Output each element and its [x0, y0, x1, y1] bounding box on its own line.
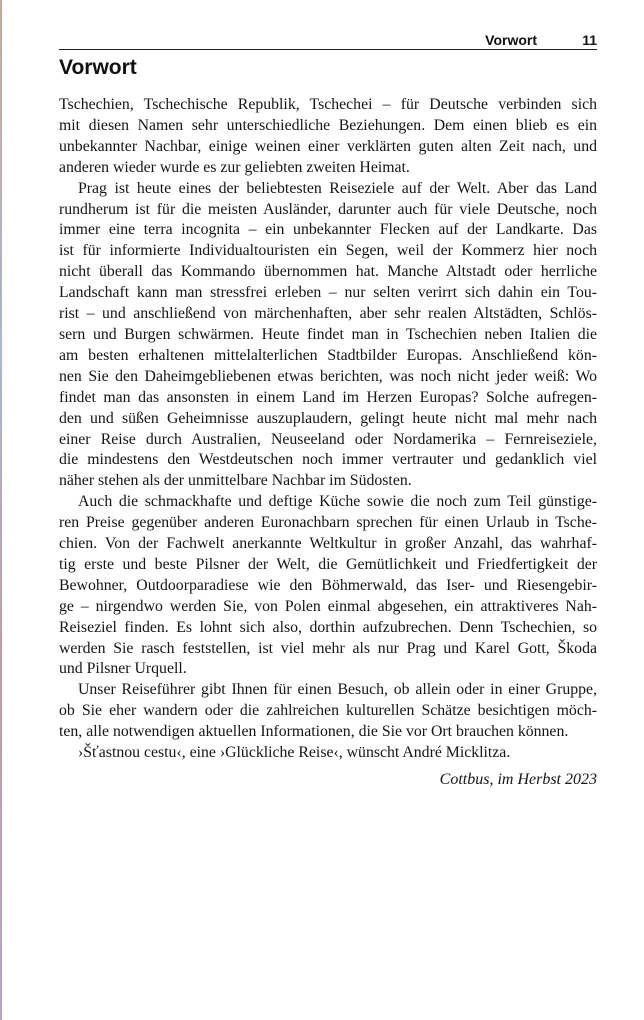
page-number: 11	[582, 32, 597, 48]
text-line: chien. Von der Fachwelt anerkannte Weltkultur in großer Anzahl, das wahrhaf-	[59, 535, 597, 553]
text-line: mit diesen Namen sehr unterschiedliche Beziehungen. Dem einen blieb es ein	[59, 116, 597, 134]
closing-signature: Cottbus, im Herbst 2023	[439, 771, 597, 788]
text-line: ren Preise gegenüber anderen Euronachbarn sprechen für einen Urlaub in Tsche-	[59, 514, 597, 532]
text-line: und Pilsner Urquell.	[59, 660, 187, 678]
page-edge-strip	[0, 0, 2, 1020]
text-line: tig erste und beste Pilsner der Welt, die Gemütlichkeit und Friedfertigkeit der	[59, 555, 597, 573]
text-line: am besten erhaltenen mittelalterlichen Stadtbilder Europas. Anschließend kön-	[59, 346, 597, 364]
text-line: nen Sie den Daheimgebliebenen etwas berichten, was noch nicht jeder weiß: Wo	[59, 367, 597, 385]
text-line: den und süßen Geheimnisse auszuplaudern, gelingt heute nicht mal mehr nach	[59, 409, 597, 427]
text-line: Landschaft kann man stressfrei erleben – nur selten verirrt sich dahin ein Tou-	[59, 284, 597, 302]
running-head-title: Vorwort	[485, 32, 537, 48]
body-text	[59, 95, 597, 764]
text-line: rundherum ist für die meisten Ausländer, darunter auch für viele Deutsche, noch	[59, 200, 597, 218]
text-line: unbekannter Nachbar, einige weinen einer verklärten guten alten Zeit nach, und	[59, 137, 597, 155]
text-line: immer eine terra incognita – ein unbekannter Flecken auf der Landkarte. Das	[59, 221, 597, 239]
running-head	[59, 30, 597, 50]
chapter-heading: Vorwort	[59, 56, 137, 79]
text-line: rist – und anschließend von märchenhaften, aber sehr realen Altstädten, Schlös-	[59, 305, 597, 323]
text-line: findet man das ansonsten in einem Land im Herzen Europas? Solche aufregen-	[59, 388, 597, 406]
text-line: die mindestens den Westdeutschen noch immer vertrauter und gedanklich viel	[59, 451, 597, 469]
text-line: Auch die schmackhafte und deftige Küche sowie die noch zum Teil günstige-	[78, 493, 597, 511]
text-line: Unser Reiseführer gibt Ihnen für einen Besuch, ob allein oder in einer Gruppe,	[78, 681, 597, 699]
text-line: ist für informierte Individualtouristen ein Segen, weil der Kommerz hier noch	[59, 242, 597, 260]
text-line: einer Reise durch Australien, Neuseeland oder Nordamerika – Fernreiseziele,	[59, 430, 597, 448]
text-line: werden Sie rasch feststellen, ist viel mehr als nur Prag und Karel Gott, Škoda	[59, 639, 597, 657]
paragraph	[59, 680, 597, 743]
text-line: Reiseziel finden. Es lohnt sich also, dorthin aufzubrechen. Denn Tschechien, so	[59, 618, 597, 636]
text-line: ob Sie eher wandern oder die zahlreichen kulturellen Schätze besichtigen möch-	[59, 702, 597, 720]
text-line: näher stehen als der unmittelbare Nachbar im Südosten.	[59, 472, 412, 490]
text-line: anderen wieder wurde es zur geliebten zweiten Heimat.	[59, 158, 410, 176]
text-line: ›Šťastnou cestu‹, eine ›Glückliche Reise‹, wünscht André Micklitza.	[78, 744, 511, 762]
paragraph	[59, 95, 597, 179]
paragraph	[59, 179, 597, 493]
paragraph	[59, 743, 597, 764]
text-line: Bewohner, Outdoorparadiese wie den Böhmerwald, das Iser- und Riesengebir-	[59, 576, 597, 594]
text-line: sern und Burgen schwärmen. Heute findet man in Tschechien neben Italien die	[59, 325, 597, 343]
text-line: Prag ist heute eines der beliebtesten Reiseziele auf der Welt. Aber das Land	[78, 179, 597, 197]
text-line: ten, alle notwendigen aktuellen Informationen, die Sie vor Ort brauchen können.	[59, 723, 569, 741]
text-line: nicht überall das Kommando übernommen hat. Manche Altstadt oder herrliche	[59, 263, 597, 281]
text-line: Tschechien, Tschechische Republik, Tschechei – für Deutsche verbinden sich	[59, 96, 597, 113]
text-line: ge – nirgendwo werden Sie, von Polen einmal abgesehen, ein attraktiveres Nah-	[59, 597, 597, 615]
paragraph	[59, 492, 597, 680]
